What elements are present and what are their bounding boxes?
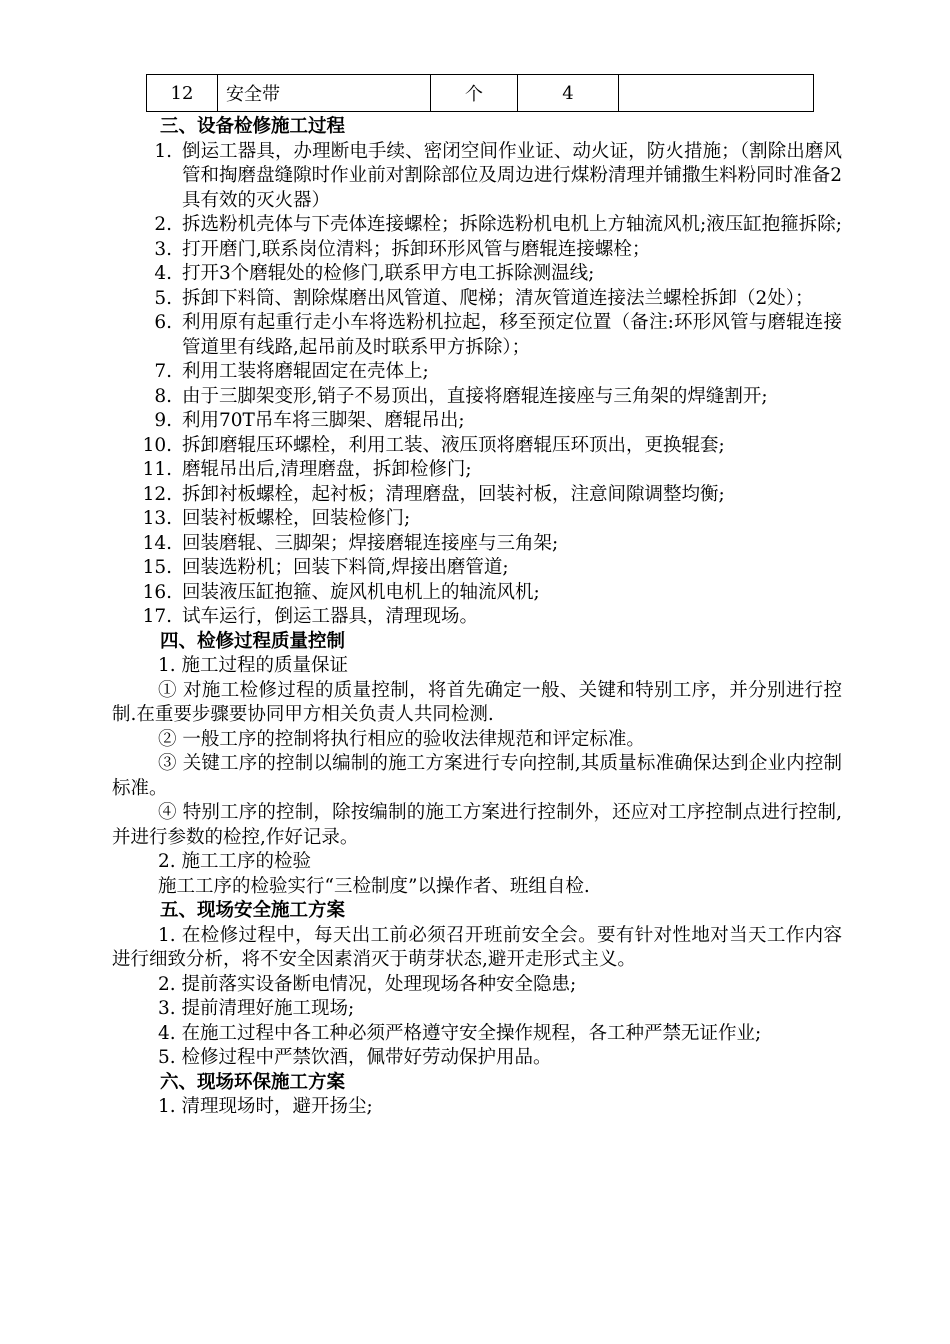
paragraph: ② 一般工序的控制将执行相应的验收法律规范和评定标准。 (158, 728, 645, 750)
section-title-quality-control: 四、检修过程质量控制 (160, 630, 346, 652)
list-item: 13. 回装衬板螺栓，回装检修门; (142, 508, 411, 529)
paragraph: ③ 关键工序的控制以编制的施工方案进行专向控制,其质量标准确保达到企业内控制标准。 (112, 753, 842, 799)
cell-quantity: 4 (518, 75, 619, 112)
cell-unit: 个 (431, 75, 518, 112)
list-item: 6. 利用原有起重行走小车将选粉机拉起，移至预定位置（备注:环形风管与磨辊连接管道里有线路,起吊前及时联系甲方拆除）； (154, 312, 842, 358)
cell-number: 12 (147, 75, 218, 112)
section-title-environmental-plan: 六、现场环保施工方案 (160, 1071, 346, 1093)
list-item: 17. 试车运行，倒运工器具，清理现场。 (142, 606, 479, 627)
list-item: 7. 利用工装将磨辊固定在壳体上; (154, 361, 429, 382)
paragraph: 2. 提前落实设备断电情况，处理现场各种安全隐患; (158, 973, 577, 995)
paragraph: 1. 清理现场时，避开扬尘; (158, 1096, 373, 1117)
list-item: 1. 倒运工器具，办理断电手续、密闭空间作业证、动火证，防火措施；（割除出磨风管和掏磨盘缝隙时作业前对割除部位及周边进行煤粉清理并铺撒生料粉同时准备2具有效的灭火器） (154, 140, 842, 211)
section-title-safety-plan: 五、现场安全施工方案 (160, 900, 346, 921)
list-item: 14. 回装磨辊、三脚架；焊接磨辊连接座与三角架; (142, 532, 559, 554)
paragraph: 4. 在施工过程中各工种必须严格遵守安全操作规程，各工种严禁无证作业; (158, 1022, 762, 1044)
subheading-process-inspection: 2. 施工工序的检验 (158, 851, 312, 872)
paragraph: 3. 提前清理好施工现场; (158, 998, 355, 1019)
cell-name: 安全带 (218, 75, 431, 112)
paragraph: ④ 特别工序的控制，除按编制的施工方案进行控制外，还应对工序控制点进行控制,并进行参数的检控,作好记录。 (112, 802, 842, 848)
list-item: 15. 回装选粉机；回装下料筒,焊接出磨管道; (142, 557, 509, 578)
list-item: 12. 拆卸衬板螺栓，起衬板；清理磨盘，回装衬板，注意间隙调整均衡; (142, 483, 725, 505)
paragraph: ① 对施工检修过程的质量控制，将首先确定一般、关键和特别工序，并分别进行控制.在重要步骤要协同甲方相关负责人共同检测. (112, 679, 842, 725)
list-item: 3. 打开磨门,联系岗位清料；拆卸环形风管与磨辊连接螺栓； (154, 238, 651, 260)
paragraph: 施工工序的检验实行“三检制度”以操作者、班组自检. (158, 875, 590, 897)
paragraph: 1. 在检修过程中，每天出工前必须召开班前安全会。要有针对性地对当天工作内容进行细致分析，将不安全因素消灭于萌芽状态,避开走形式主义。 (112, 924, 842, 970)
list-item: 8. 由于三脚架变形,销子不易顶出，直接将磨辊连接座与三角架的焊缝割开; (154, 385, 768, 407)
list-item: 16. 回装液压缸抱箍、旋风机电机上的轴流风机; (142, 581, 540, 603)
list-item: 5. 拆卸下料筒、割除煤磨出风管道、爬梯；清灰管道连接法兰螺栓拆卸（2处）； (154, 287, 814, 309)
list-item: 9. 利用70T吊车将三脚架、磨辊吊出; (154, 410, 465, 431)
section-title-maintenance-process: 三、设备检修施工过程 (160, 116, 346, 137)
paragraph: 5. 检修过程中严禁饮酒，佩带好劳动保护用品。 (158, 1047, 552, 1068)
table-row (147, 75, 814, 112)
document-body (112, 115, 842, 1120)
cell-remark (619, 75, 814, 112)
list-item: 2. 拆选粉机壳体与下壳体连接螺栓；拆除选粉机电机上方轴流风机;液压缸抱箍拆除; (154, 214, 842, 235)
list-item: 4. 打开3个磨辊处的检修门,联系甲方电工拆除测温线; (154, 263, 595, 284)
subheading-quality-assurance: 1. 施工过程的质量保证 (158, 655, 349, 676)
equipment-table (146, 74, 814, 112)
list-item: 11. 磨辊吊出后,清理磨盘，拆卸检修门; (142, 459, 472, 480)
list-item: 10. 拆卸磨辊压环螺栓，利用工装、液压顶将磨辊压环顶出，更换辊套; (142, 434, 725, 456)
